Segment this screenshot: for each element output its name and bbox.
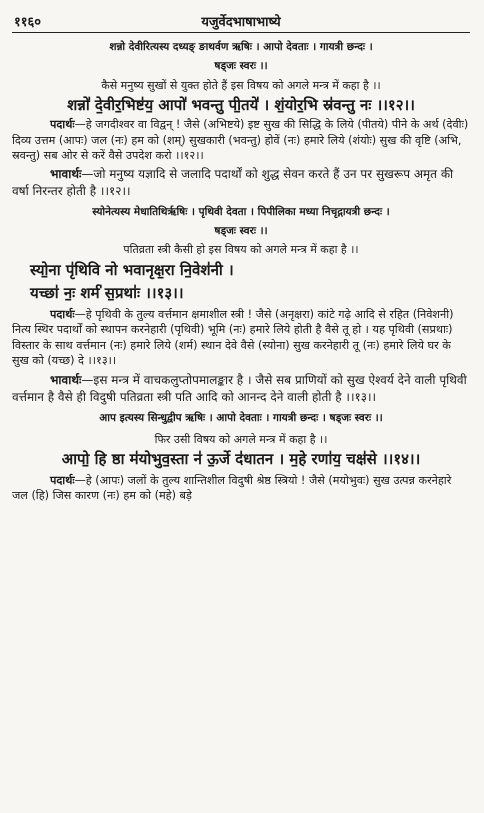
mantra-line: शन्नो॑ दे॒वीर॒भिष्ट॑य॒ आपो॑ भवन्तु पी॒तये॑ । शं॒योर॒भि स्र॑वन्तु नः ।।१२।।: [67, 96, 415, 114]
padartha-label: पदार्थः: [50, 307, 75, 321]
running-title: यजुर्वेदभाषाभाष्ये: [201, 15, 281, 30]
padartha-label: पदार्थः: [50, 118, 75, 131]
intro-line: कैसे मनुष्य सुखों से युक्त होते हैं इस विषय को अगले मन्त्र में कहा है ।।: [101, 79, 381, 92]
svara-line: षड्जः स्वरः ।।: [214, 60, 268, 72]
bhavartha-paragraph: [12, 372, 470, 406]
bhavartha-label: भावार्थः: [50, 372, 82, 387]
mantra-line: यच्छा॑ नः॒ शर्म॑ स॒प्रथाः॑ ।।१३।।: [30, 283, 184, 302]
padartha-paragraph: [12, 117, 470, 164]
bhavartha-text: —इस मन्त्र में वाचकलुप्तोपमालङ्कार है । जैसे सब प्राणियों को सुख ऐश्वर्य देने वाली पृथिवी वर्त्तमान है वैसे ही विदुषी पतिव्रता स्त्री पति आदि को आनन्द देने वाली होती है ।।१३।।: [12, 372, 467, 404]
intro-line: पतिव्रता स्त्री कैसी हो इस विषय को अगले मन्त्र में कहा है ।।: [123, 242, 359, 256]
mantra-line: आपो॒ हि ष्ठा म॑योभुव॒स्ता न॑ ऊ॒र्जे द॑धातन । म॒हे रणा॑य॒ चक्ष॑से ।।१४।।: [61, 449, 421, 468]
padartha-label: पदार्थः: [50, 473, 75, 487]
page-number: ११६०: [14, 15, 42, 30]
padartha-paragraph: [12, 307, 470, 369]
padartha-text: —हे पृथिवी के तुल्य वर्त्तमान क्षमाशील स्त्री ! जैसे (अनृक्षरा) कांटे गढ़े आदि से रहित (निवेशनी) नित्य स्थिर पदार्थों को स्थापन करनेहारी (पृथिवी) भूमि (नः) हमारे लिये होती है वैसे तू हो । यह पृथिवी (सप्रथाः) विस्तार के साथ वर्त्तमान (नः) हमारे लिये (शर्म) स्थान देवे वैसे (स्योना) सुख करनेहारी तू (नः) हमारे लिये घर के सुख को (यच्छ) दे ।।१३।।: [12, 307, 454, 367]
mantra-line: स्यो॒ना पृ॑थिवि नो भवानृक्ष॒रा नि॒वेश॑नी ।: [30, 260, 234, 279]
bhavartha-text: —जो मनुष्य यज्ञादि से जलादि पदार्थों को शुद्ध सेवन करते हैं उन पर सुखरूप अमृत की वर्षा निरन्तर होती है ।।१२।।: [12, 166, 454, 198]
rishi-devata-line: स्योनेत्यस्य मेधातिथिर्ऋषिः । पृथिवी देवता । पिपीलिका मध्या निचृद्गायत्री छन्दः ।: [92, 205, 390, 218]
padartha-text: —हे (आपः) जलों के तुल्य शान्तिशील विदुषी श्रेष्ठ स्त्रियो ! जैसे (मयोभुवः) सुख उत्पन्न करनेहारे जल (हि) जिस कारण (नः) हम को (महे) बड़े: [12, 473, 452, 502]
rishi-devata-line: आप इत्यस्य सिन्धुद्वीप ऋषिः । आपो देवताः । गायत्री छन्दः । षड्जः स्वरः ।।: [99, 411, 383, 424]
page-header: [12, 10, 470, 33]
bhavartha-paragraph: [12, 166, 470, 200]
bhavartha-label: भावार्थः: [50, 166, 82, 181]
svara-line: षड्जः स्वरः ।।: [214, 224, 268, 237]
padartha-text: —हे जगदीश्वर वा विद्वन् ! जैसे (अभिष्टये) इष्ट सुख की सिद्धि के लिये (पीतये) पीने के अर्थ (देवीः) दिव्य उत्तम (आपः) जल (नः) हम को (शम्) सुखकारी (भवन्तु) होवें (नः) हमारे लिये (शंयोः) सुख की वृष्टि (अभि, स्रवन्तु) सब ओर से करें वैसे उपदेश करो ।।१२।।: [12, 118, 469, 162]
padartha-paragraph: [12, 473, 470, 504]
intro-line: फिर उसी विषय को अगले मन्त्र में कहा है ।।: [154, 432, 328, 446]
rishi-devata-line: शन्नो देवीरित्यस्य दध्यङ् ङाथर्वण ऋषिः । आपो देवताः । गायत्री छन्दः ।: [109, 41, 373, 53]
